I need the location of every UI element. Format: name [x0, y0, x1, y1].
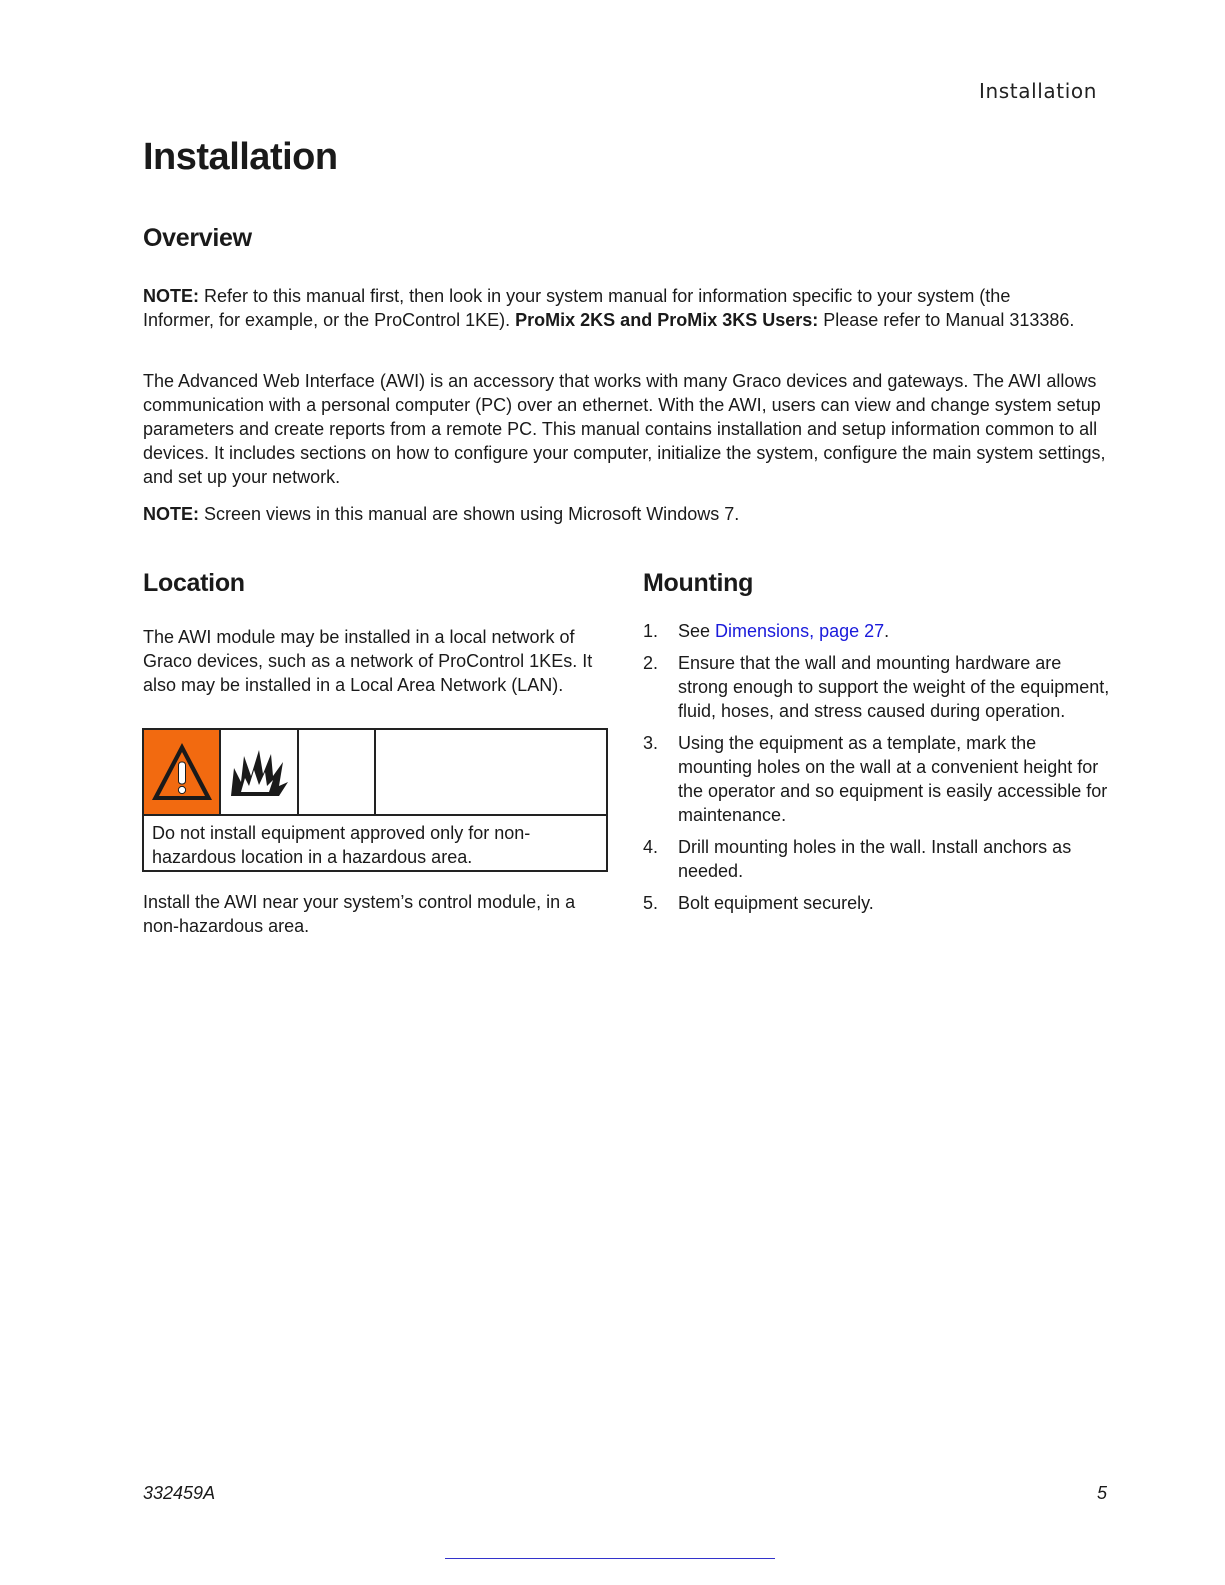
list-item — [643, 891, 1113, 915]
warning-triangle-icon — [144, 730, 219, 814]
footer-divider — [445, 1558, 775, 1559]
explosion-hazard-icon — [221, 730, 297, 814]
mounting-heading: Mounting — [643, 569, 754, 597]
running-head: Installation — [979, 79, 1097, 103]
page-number: 5 — [1096, 1483, 1107, 1503]
page-title: Installation — [143, 136, 338, 178]
overview-heading: Overview — [143, 224, 252, 252]
step-number: 2. — [643, 653, 659, 673]
list-item — [643, 651, 1113, 723]
overview-note2 — [143, 502, 1103, 526]
overview-note1 — [143, 284, 1083, 332]
warning-box — [142, 728, 608, 872]
note1-bold: ProMix 2KS and ProMix 3KS Users: — [515, 310, 819, 330]
location-paragraph-2: Install the AWI near your system’s control module, in a non-hazardous area. — [143, 892, 576, 936]
mounting-steps — [643, 619, 1113, 923]
step-text: Using the equipment as a template, mark the mounting holes on the wall at a convenient height for the operator and so equipment is easily accessible for maintenance. — [678, 733, 1108, 825]
step-text: Bolt equipment securely. — [678, 893, 874, 913]
step-text: Drill mounting holes in the wall. Install anchors as needed. — [678, 837, 1072, 881]
step-text: . — [884, 621, 890, 641]
empty-symbol-cell — [299, 730, 376, 814]
step-number: 3. — [643, 733, 659, 753]
note1-text-a: Refer to this manual first, then look in your system manual for information specific to your system (the Informer, for example, or the ProControl 1KE). — [143, 286, 1011, 330]
overview-paragraph: The Advanced Web Interface (AWI) is an accessory that works with many Graco devices and gateways. The AWI allows communication with a personal computer (PC) over an ethernet. With the AWI, users can view and change system setup parameters and create reports from a remote PC. This manual contains installation and setup information common to all devices. It includes sections on how to configure your computer, initialize the system, configure the main system settings, and set up your network. — [143, 371, 1106, 487]
step-number: 5. — [643, 893, 659, 913]
list-item — [643, 731, 1113, 827]
note1-text-b: Please refer to Manual 313386. — [818, 310, 1075, 330]
note2-text: Screen views in this manual are shown using Microsoft Windows 7. — [199, 504, 740, 524]
location-paragraph-1: The AWI module may be installed in a local network of Graco devices, such as a network of ProControl 1KEs. It also may be installed in a Local Area Network (LAN). — [143, 627, 593, 695]
step-text: Ensure that the wall and mounting hardware are strong enough to support the weight of the equipment, fluid, hoses, and stress caused during operation. — [678, 653, 1110, 721]
dimensions-link[interactable]: Dimensions, page 27 — [715, 621, 885, 641]
warning-text: Do not install equipment approved only for non-hazardous location in a hazardous area. — [152, 823, 531, 867]
empty-text-cell — [376, 730, 608, 814]
note-label: NOTE: — [143, 286, 199, 306]
list-item — [643, 619, 1113, 643]
location-heading: Location — [143, 569, 245, 597]
note-label: NOTE: — [143, 504, 199, 524]
step-number: 1. — [643, 621, 659, 641]
document-number: 332459A — [143, 1483, 216, 1503]
explosion-hazard-cell — [221, 730, 299, 814]
warning-icon-row — [144, 730, 606, 816]
step-text: See — [678, 621, 716, 641]
list-item — [643, 835, 1113, 883]
warning-symbol-cell — [144, 730, 221, 814]
step-number: 4. — [643, 837, 659, 857]
